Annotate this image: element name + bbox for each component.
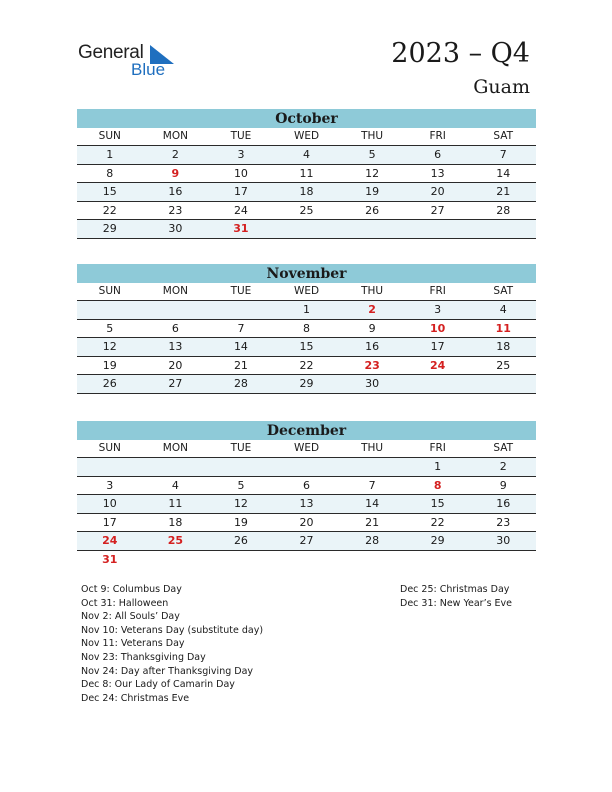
day-cell: 12: [365, 166, 380, 180]
week-row: [77, 183, 536, 202]
empty-day-cell: [77, 301, 143, 319]
day-cell: 6: [171, 321, 179, 335]
day-cell: 15: [299, 340, 314, 353]
holiday-note: Nov 11: Veterans Day: [81, 638, 185, 650]
day-cell: 29: [299, 377, 314, 390]
month-october: [77, 109, 536, 239]
day-cell: 17: [233, 185, 248, 198]
day-cell: 3: [434, 303, 442, 316]
day-cell: 9: [171, 166, 180, 180]
day-cell: 30: [365, 377, 380, 390]
day-cell: 24: [430, 358, 446, 372]
day-cell: 12: [233, 497, 248, 510]
day-cell: 17: [430, 340, 445, 353]
region-label: Guam: [473, 76, 530, 98]
weekday-label: SAT: [493, 285, 514, 297]
day-cell: 23: [364, 358, 380, 372]
brand-name-blue: Blue: [131, 60, 166, 79]
weekday-label: MON: [162, 442, 188, 454]
weekday-label: TUE: [230, 285, 252, 297]
day-cell: 25: [167, 534, 184, 547]
day-cell: 26: [365, 203, 380, 217]
empty-day-cell: [77, 458, 143, 476]
empty-day-cell: [274, 458, 340, 476]
day-cell: 11: [495, 321, 511, 335]
holiday-note: Nov 23: Thanksgiving Day: [81, 651, 206, 663]
day-cell: 7: [499, 148, 507, 161]
empty-day-cell: [143, 301, 209, 319]
empty-day-cell: [208, 551, 274, 569]
day-cell: 1: [303, 303, 311, 316]
day-cell: 19: [365, 185, 380, 198]
weekday-label: MON: [162, 285, 188, 297]
holiday-note: Dec 31: New Year’s Eve: [400, 597, 513, 609]
day-cell: 15: [430, 497, 445, 510]
day-cell: 18: [496, 340, 511, 353]
empty-day-cell: [339, 220, 405, 238]
day-cell: 8: [433, 478, 442, 492]
week-row: [77, 357, 536, 376]
day-cell: 25: [496, 358, 511, 372]
day-cell: 2: [171, 148, 179, 161]
day-cell: 7: [368, 478, 376, 492]
weekday-label: TUE: [230, 130, 252, 142]
holiday-notes-left: [81, 583, 263, 705]
weekday-label: SUN: [98, 130, 121, 142]
month-november: [77, 264, 536, 394]
day-cell: 9: [368, 321, 376, 335]
day-cell: 31: [233, 222, 249, 235]
day-cell: 26: [102, 377, 117, 390]
week-row: [77, 477, 536, 496]
day-cell: 28: [365, 534, 380, 547]
empty-day-cell: [405, 551, 471, 569]
empty-day-cell: [339, 551, 405, 569]
day-cell: 13: [168, 340, 183, 353]
week-row: [77, 375, 536, 394]
day-cell: 21: [496, 185, 511, 198]
empty-day-cell: [405, 375, 471, 393]
day-cell: 17: [102, 515, 117, 529]
weekday-label: THU: [361, 285, 384, 297]
day-cell: 29: [430, 534, 445, 547]
weekday-header-row: [77, 440, 536, 458]
day-cell: 7: [237, 321, 245, 335]
holiday-note: Dec 25: Christmas Day: [400, 584, 510, 595]
day-cell: 20: [299, 515, 314, 529]
day-cell: 2: [368, 303, 376, 316]
day-cell: 28: [233, 377, 248, 390]
weekday-label: FRI: [429, 285, 446, 297]
day-cell: 16: [168, 185, 183, 198]
day-cell: 4: [303, 148, 311, 161]
day-cell: 6: [303, 478, 311, 492]
weekday-label: TUE: [230, 442, 252, 454]
day-cell: 11: [168, 497, 183, 510]
week-row: [77, 551, 536, 569]
day-cell: 22: [102, 203, 117, 217]
weekday-label: SUN: [98, 285, 121, 297]
holiday-note: Nov 24: Day after Thanksgiving Day: [81, 665, 254, 677]
week-row: [77, 338, 536, 357]
day-cell: 20: [168, 358, 183, 372]
day-cell: 22: [299, 358, 314, 372]
week-row: [77, 514, 536, 533]
weekday-label: FRI: [429, 130, 446, 142]
day-cell: 11: [299, 166, 314, 180]
weekday-label: SAT: [493, 442, 514, 454]
day-cell: 25: [299, 203, 314, 217]
day-cell: 6: [434, 148, 442, 161]
empty-day-cell: [143, 458, 209, 476]
empty-day-cell: [274, 220, 340, 238]
weekday-label: WED: [293, 130, 320, 142]
empty-day-cell: [143, 551, 209, 569]
holiday-note: Nov 10: Veterans Day (substitute day): [81, 624, 264, 636]
day-cell: 23: [168, 203, 183, 217]
day-cell: 31: [102, 552, 118, 566]
day-cell: 26: [233, 534, 248, 547]
week-row: [77, 532, 536, 551]
day-cell: 5: [237, 478, 245, 492]
month-title: December: [77, 421, 536, 440]
day-cell: 15: [102, 185, 117, 198]
weekday-label: THU: [361, 442, 384, 454]
day-cell: 27: [168, 377, 183, 390]
day-cell: 2: [499, 460, 507, 473]
empty-day-cell: [274, 551, 340, 569]
day-cell: 5: [368, 148, 376, 161]
brand-logo: [78, 42, 188, 82]
day-cell: 1: [434, 460, 442, 473]
day-cell: 27: [430, 203, 445, 217]
day-cell: 5: [106, 321, 114, 335]
day-cell: 20: [430, 185, 445, 198]
weekday-label: WED: [293, 285, 320, 297]
empty-day-cell: [470, 220, 536, 238]
week-row: [77, 320, 536, 339]
week-row: [77, 301, 536, 320]
weekday-label: MON: [162, 130, 188, 142]
day-cell: 19: [102, 358, 117, 372]
holiday-note: Nov 2: All Souls’ Day: [81, 611, 180, 623]
day-cell: 19: [233, 515, 248, 529]
weekday-header-row: [77, 128, 536, 146]
week-row: [77, 146, 536, 165]
empty-day-cell: [470, 551, 536, 569]
day-cell: 14: [365, 497, 380, 510]
holiday-note: Oct 9: Columbus Day: [81, 584, 182, 595]
holiday-note: Dec 8: Our Lady of Camarin Day: [81, 679, 235, 691]
day-cell: 16: [365, 340, 380, 353]
empty-day-cell: [208, 301, 274, 319]
day-cell: 28: [496, 203, 511, 217]
month-title: October: [77, 109, 536, 128]
holiday-note: Oct 31: Halloween: [81, 597, 169, 609]
day-cell: 10: [102, 497, 117, 510]
day-cell: 10: [233, 166, 248, 180]
day-cell: 29: [102, 222, 117, 235]
holiday-note: Dec 24: Christmas Eve: [81, 692, 190, 704]
weekday-label: WED: [293, 442, 320, 454]
week-row: [77, 495, 536, 514]
day-cell: 3: [106, 478, 114, 492]
day-cell: 10: [430, 321, 446, 335]
day-cell: 3: [237, 148, 245, 161]
day-cell: 14: [496, 166, 511, 180]
day-cell: 23: [496, 515, 511, 529]
day-cell: 21: [233, 358, 248, 372]
day-cell: 30: [496, 534, 511, 547]
month-title: November: [77, 264, 536, 283]
empty-day-cell: [405, 220, 471, 238]
day-cell: 30: [168, 222, 183, 235]
day-cell: 13: [430, 166, 445, 180]
week-row: [77, 165, 536, 184]
empty-day-cell: [339, 458, 405, 476]
day-cell: 1: [106, 148, 114, 161]
day-cell: 8: [106, 166, 114, 180]
day-cell: 4: [499, 303, 507, 316]
weekday-label: SUN: [98, 442, 121, 454]
day-cell: 16: [496, 497, 511, 510]
day-cell: 21: [365, 515, 380, 529]
page-title: 2023 – Q4: [391, 38, 530, 69]
day-cell: 18: [299, 185, 314, 198]
day-cell: 27: [299, 534, 314, 547]
day-cell: 9: [499, 478, 507, 492]
weekday-header-row: [77, 283, 536, 301]
month-december: [77, 421, 536, 568]
empty-day-cell: [470, 375, 536, 393]
weekday-label: SAT: [493, 130, 514, 142]
week-row: [77, 220, 536, 239]
day-cell: 18: [168, 515, 183, 529]
empty-day-cell: [208, 458, 274, 476]
day-cell: 14: [233, 340, 248, 353]
day-cell: 4: [171, 478, 179, 492]
day-cell: 24: [233, 203, 248, 217]
week-row: [77, 458, 536, 477]
day-cell: 13: [299, 497, 314, 510]
holiday-notes-right: [400, 583, 512, 610]
day-cell: 24: [102, 534, 118, 547]
weekday-label: THU: [361, 130, 384, 142]
weekday-label: FRI: [429, 442, 446, 454]
day-cell: 22: [430, 515, 445, 529]
day-cell: 8: [303, 321, 311, 335]
brand-name-general: General: [78, 42, 144, 63]
day-cell: 12: [102, 340, 117, 353]
week-row: [77, 202, 536, 221]
